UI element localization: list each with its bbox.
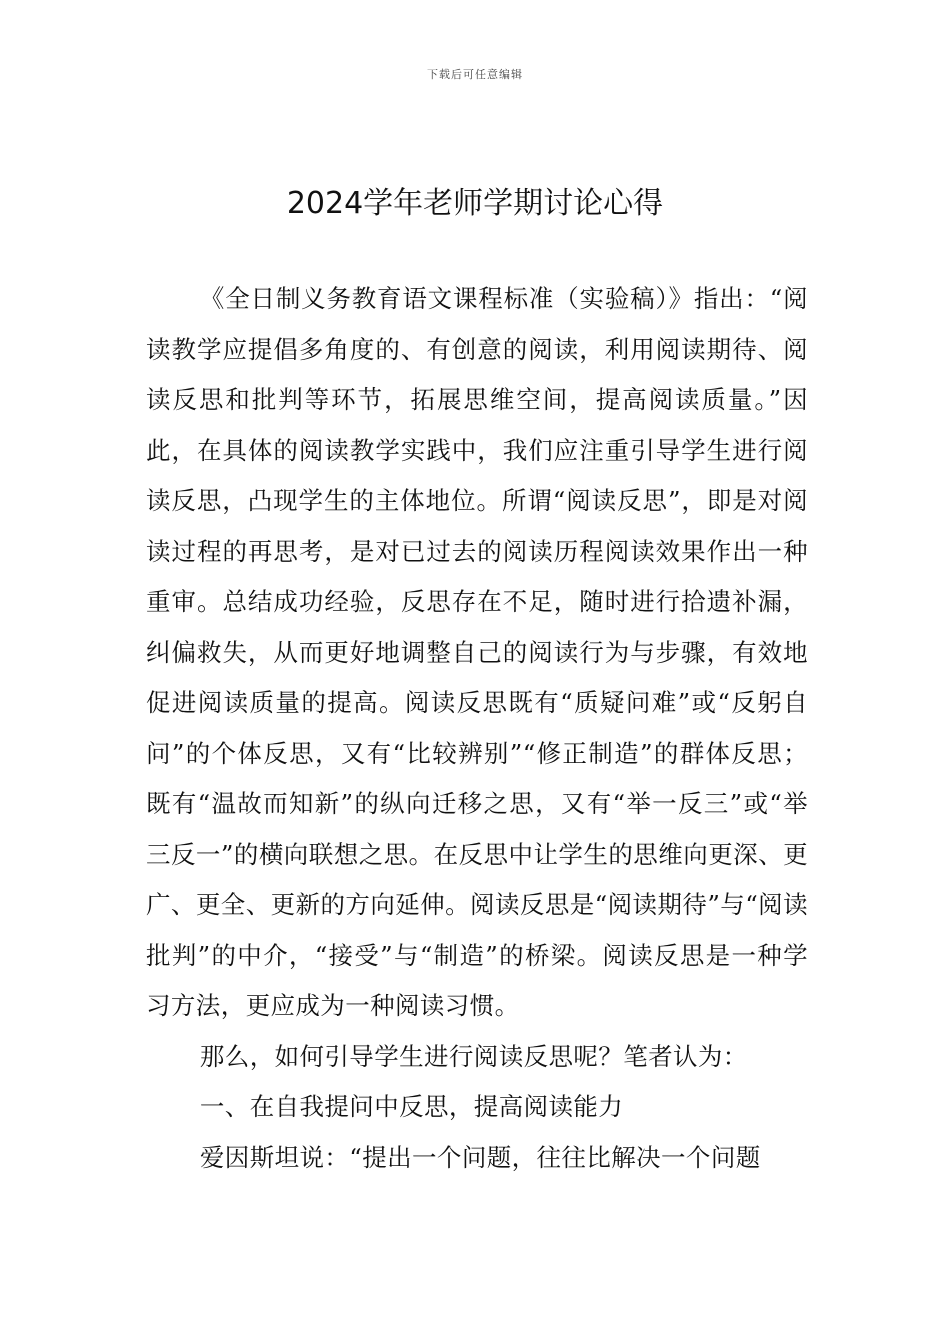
document-body bbox=[146, 274, 808, 1183]
question-paragraph: 那么，如何引导学生进行阅读反思呢？笔者认为： bbox=[199, 1041, 748, 1071]
quote-paragraph: 爱因斯坦说：“提出一个问题，往往比解决一个问题 bbox=[199, 1142, 761, 1172]
intro-paragraph: 《全日制义务教育语文课程标准（实验稿）》指出：“阅读教学应提倡多角度的、有创意的阅读，利用阅读期待、阅读反思和批判等环节，拓展思维空间，提高阅读质量。”因此，在具体的阅读教学实践中，我们应注重引导学生进行阅读反思，凸现学生的主体地位。所谓“阅读反思”，即是对阅读过程的再思考，是对已过去的阅读历程阅读效果作出一种重审。总结成功经验，反思存在不足，随时进行拾遗补漏，纠偏救失，从而更好地调整自己的阅读行为与步骤，有效地促进阅读质量的提高。阅读反思既有“质疑问难”或“反躬自问”的个体反思，又有“比较辨别”“修正制造”的群体反思；既有“温故而知新”的纵向迁移之思，又有“举一反三”或“举三反一”的横向联想之思。在反思中让学生的思维向更深、更广、更全、更新的方向延伸。阅读反思是“阅读期待”与“阅读批判”的中介，“接受”与“制造”的桥梁。阅读反思是一种学习方法，更应成为一种阅读习惯。 bbox=[146, 284, 808, 1020]
document-title: 2024学年老师学期讨论心得 bbox=[286, 186, 664, 221]
section-heading-1: 一、在自我提问中反思，提高阅读能力 bbox=[199, 1092, 624, 1121]
page-header-note: 下载后可任意编辑 bbox=[427, 68, 523, 81]
